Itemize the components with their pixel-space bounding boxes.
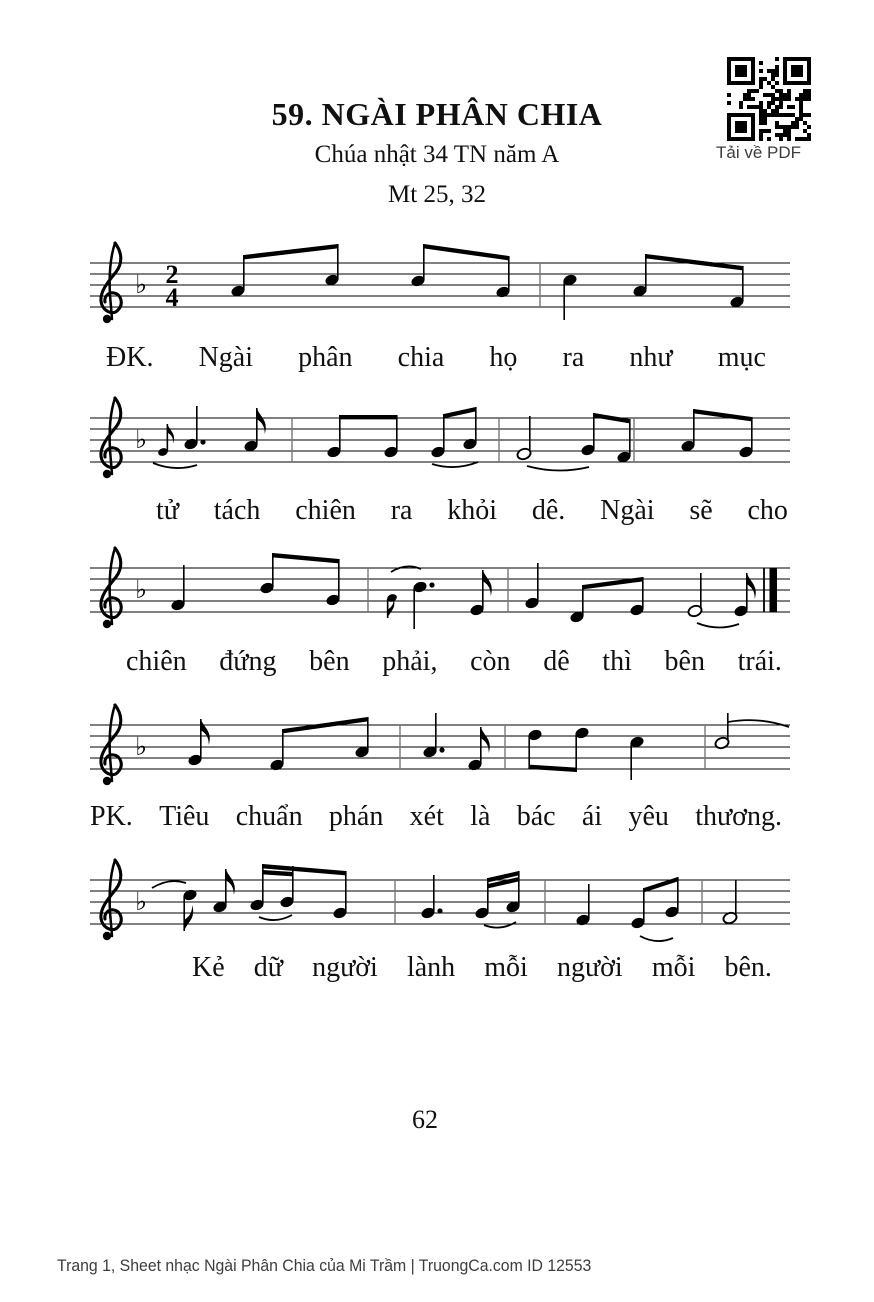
lyric-word: yêu	[628, 801, 669, 832]
flat-sign: ♭	[135, 887, 147, 916]
lyric-word: bên	[309, 646, 350, 677]
lyric-word: dê	[543, 646, 570, 677]
lyric-word: còn	[470, 646, 511, 677]
lyric-word: bên.	[724, 952, 772, 983]
beam	[244, 244, 338, 259]
lyric-word: ĐK.	[106, 342, 154, 373]
beam	[644, 877, 678, 892]
lyric-word: tách	[213, 495, 261, 526]
lyric-word: mỗi	[484, 952, 528, 983]
flat-sign: ♭	[135, 425, 147, 454]
staff	[90, 548, 790, 629]
lyric-line-3	[126, 646, 782, 678]
treble-clef-icon	[101, 398, 121, 478]
flag	[167, 424, 174, 444]
time-sig-bottom: 4	[165, 283, 179, 312]
lyric-word: sẽ	[689, 495, 713, 526]
tie	[391, 566, 421, 572]
treble-clef-icon	[101, 243, 121, 323]
lyric-word: chia	[397, 342, 445, 373]
page-number: 62	[412, 1105, 438, 1134]
tie	[259, 915, 292, 920]
augmentation-dot	[200, 439, 205, 444]
beam	[594, 413, 630, 423]
lyric-line-2	[156, 495, 788, 527]
tie	[640, 936, 673, 941]
lyric-word: cho	[747, 495, 788, 526]
beam	[273, 553, 339, 563]
beam	[444, 407, 476, 418]
flag	[747, 573, 756, 599]
lyric-line-5	[192, 952, 772, 984]
lyric-word: phải,	[382, 646, 438, 677]
lyric-word: xét	[409, 801, 444, 832]
augmentation-dot	[439, 747, 444, 752]
lyric-word: dữ	[253, 952, 283, 983]
lyric-word: chuẩn	[235, 801, 303, 832]
lyric-word: lành	[406, 952, 456, 983]
flag	[201, 719, 210, 745]
flat-sign: ♭	[135, 732, 147, 761]
flat-sign: ♭	[135, 270, 147, 299]
augmentation-dot	[437, 908, 442, 913]
treble-clef-icon	[101, 860, 121, 940]
treble-clef-icon	[101, 705, 121, 785]
lyric-word: tử	[156, 495, 179, 526]
beam	[424, 244, 509, 260]
download-pdf-link[interactable]: Tải về PDF	[716, 143, 802, 162]
lyric-word: Ngài	[198, 342, 253, 373]
lyric-word: ái	[581, 801, 603, 832]
lyric-word: trái.	[737, 646, 782, 677]
flag	[483, 570, 492, 596]
lyric-word: thương.	[695, 801, 782, 832]
beam	[529, 765, 576, 772]
lyric-word: dê.	[531, 495, 566, 526]
beam	[263, 870, 293, 876]
final-barline-thick	[770, 568, 778, 612]
page-title: 59. NGÀI PHÂN CHIA	[271, 96, 603, 132]
footer-text: Trang 1, Sheet nhạc Ngài Phân Chia của Mi Trầm | TruongCa.com ID 12553	[57, 1256, 592, 1275]
lyric-word: phân	[298, 342, 353, 373]
tie	[152, 881, 186, 888]
lyric-word: đứng	[219, 646, 277, 677]
beam	[646, 254, 743, 270]
lyric-line-4	[90, 801, 782, 833]
lyric-word: ra	[390, 495, 413, 526]
flag	[257, 408, 266, 434]
treble-clef-icon	[101, 548, 121, 628]
lyric-word: bác	[516, 801, 556, 832]
augmentation-dot	[429, 582, 434, 587]
beam	[694, 409, 752, 421]
tie	[484, 922, 516, 928]
lyric-word: chiên	[295, 495, 356, 526]
lyric-word: khỏi	[447, 495, 498, 526]
lyric-word: mỗi	[651, 952, 696, 983]
lyric-word: Ngài	[600, 495, 655, 526]
flat-sign: ♭	[135, 575, 147, 604]
lyric-word: Kẻ	[192, 952, 225, 983]
lyric-word: phán	[328, 801, 384, 832]
tie	[527, 466, 589, 471]
staff	[90, 243, 790, 323]
lyric-word: họ	[489, 342, 518, 373]
lyric-word: người	[556, 952, 623, 983]
staff	[90, 860, 790, 941]
lyric-word: ra	[562, 342, 585, 373]
lyric-word: thì	[602, 646, 632, 677]
time-sig-top: 2	[165, 260, 179, 289]
tie	[728, 720, 789, 727]
staff	[90, 705, 790, 785]
beam	[340, 415, 397, 419]
lyric-word: chiên	[126, 646, 187, 677]
lyric-line-1	[106, 342, 766, 374]
flag	[481, 727, 490, 753]
lyric-word: người	[312, 952, 378, 983]
page-subtitle: Chúa nhật 34 TN năm A	[314, 141, 560, 168]
qr-code	[727, 57, 811, 141]
lyric-word: Tiêu	[159, 801, 210, 832]
staff	[90, 398, 790, 478]
scripture-reference: Mt 25, 32	[388, 181, 486, 208]
flag	[184, 905, 193, 931]
lyric-word: PK.	[90, 801, 133, 832]
lyric-word: là	[470, 801, 491, 832]
tie	[697, 623, 739, 628]
lyric-word: bên	[664, 646, 705, 677]
lyric-word: như	[629, 342, 673, 373]
lyric-word: mục	[717, 342, 766, 373]
tie	[432, 462, 478, 467]
tie	[153, 463, 197, 468]
